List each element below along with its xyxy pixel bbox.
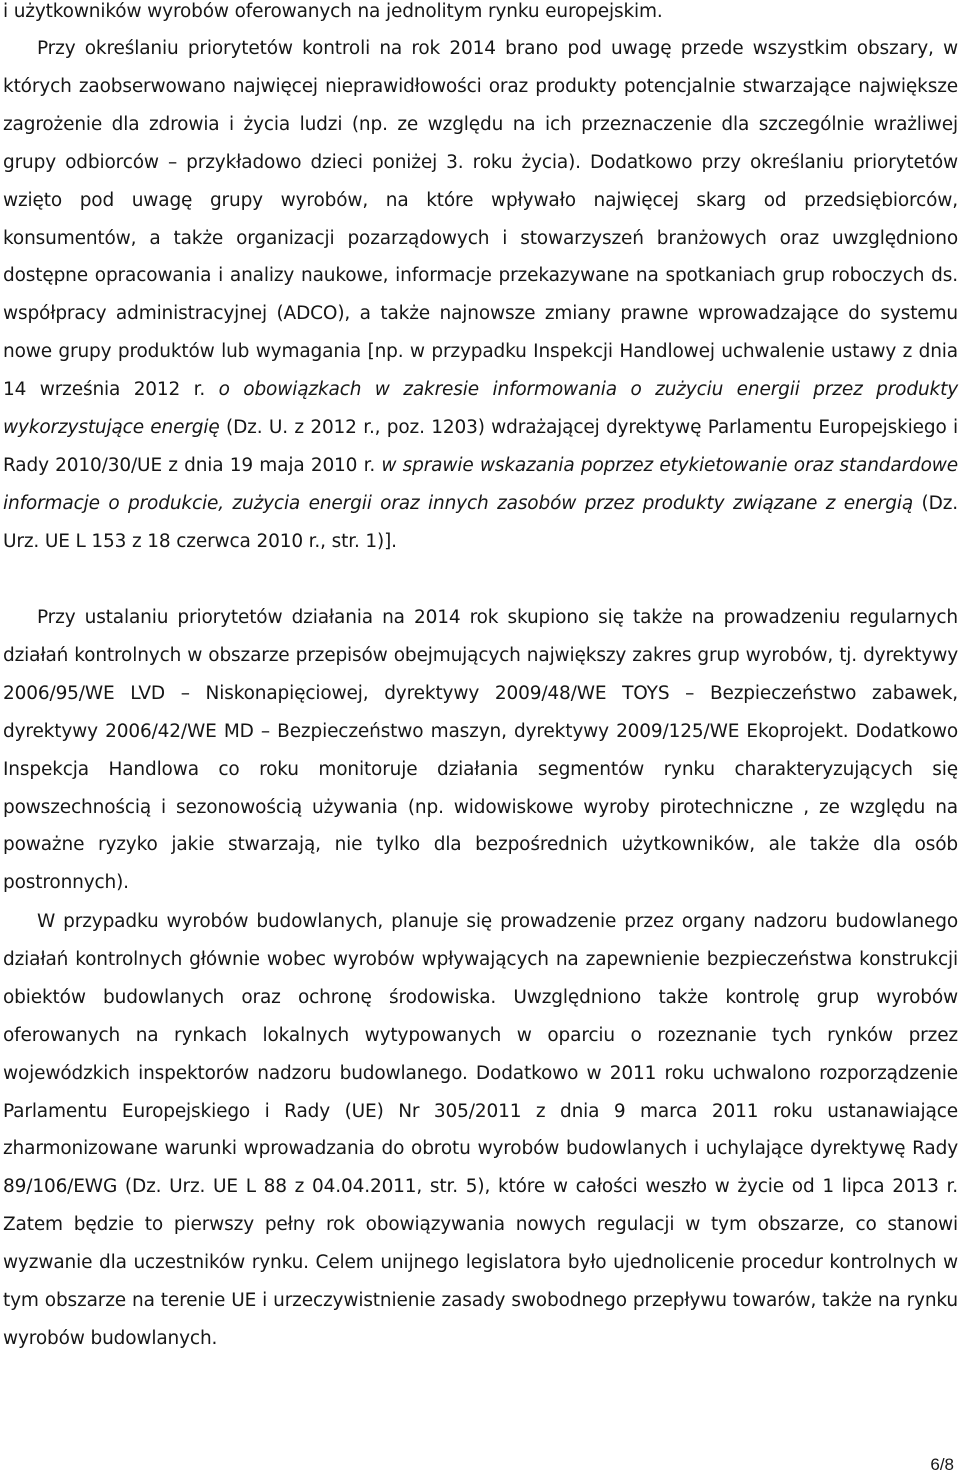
paragraph-text: (Dz. Urz. UE L 153 z 18 czerwca 2010 r., str. 1)].: [3, 492, 958, 552]
paragraph-construction-products: [0, 903, 960, 1358]
paragraph-text: (Dz. U. z 2012 r., poz. 1203) wdrażającej dyrektywę Parlamentu Europejskiego i Rady 2010/30/UE z dnia 19 maja 2010 r.: [3, 417, 958, 476]
italic-act-title: o obowiązkach w zakresie informowania o zużyciu energii przez produkty wykorzystujące energię: [3, 379, 958, 439]
italic-directive-title: w sprawie wskazania poprzez etykietowanie oraz standardowe informacje o produkcie, zużycia energii oraz innych zasobów przez produkty związane z energią: [3, 454, 959, 514]
paragraph-priorities: [0, 30, 960, 561]
paragraph-continuation: i użytkowników wyrobów oferowanych na jednolitym rynku europejskim.: [3, 1, 663, 22]
paragraph-text: Przy określaniu priorytetów kontroli na rok 2014 brano pod uwagę przede wszystkim obszary, w których zaobserwowano najwięcej nieprawidłowości oraz produkty potencjalnie stwarzające największe zagrożenie dla zdrowia i życia ludzi (np. ze względu na ich przeznaczenie dla szczególnie wrażliwej grupy odbiorców – przykładowo dzieci poniżej 3. roku życia). Dodatkowo przy określaniu priorytetów wzięto pod uwagę grupy wyrobów, na które wpływało najwięcej skarg od przedsiębiorców, konsumentów, a także organizacji pozarządowych i stowarzyszeń branżowych oraz uwzględniono dostępne opracowania i analizy naukowe, informacje przekazywane na spotkaniach grup roboczych ds. współpracy administracyjnej (ADCO), a także najnowsze zmiany prawne wprowadzające do systemu nowe grupy produktów lub wymagania [np. w przypadku Inspekcji Handlowej uchwalenie ustawy z dnia 14 września 2012 r.: [3, 38, 958, 401]
paragraph-action-priorities: [0, 599, 960, 902]
page-number: 6/8: [930, 1455, 954, 1474]
paragraph-text: W przypadku wyrobów budowlanych, planuje się prowadzenie przez organy nadzoru budowlanego działań kontrolnych głównie wobec wyrobów wpływających na zapewnienie bezpieczeństwa konstrukcji obiektów budowlanych oraz ochronę środowiska. Uwzględniono także kontrolę grup wyrobów oferowanych na rynkach lokalnych wytypowanych w oparciu o rozeznanie tych rynków przez wojewódzkich inspektorów nadzoru budowlanego. Dodatkowo w 2011 roku uchwalono rozporządzenie Parlamentu Europejskiego i Rady (UE) Nr 305/2011 z dnia 9 marca 2011 roku ustanawiające zharmonizowane warunki wprowadzania do obrotu wyrobów budowlanych i uchylające dyrektywę Rady 89/106/EWG (Dz. Urz. UE L 88 z 04.04.2011, str. 5), które w całości weszło w życie od 1 lipca 2013 r. Zatem będzie to pierwszy pełny rok obowiązywania nowych regulacji w tym obszarze, co stanowi wyzwanie dla uczestników rynku. Celem unijnego legislatora było ujednolicenie procedur kontrolnych w tym obszarze na terenie UE i urzeczywistnienie zasady swobodnego przepływu towarów, także na rynku wyrobów budowlanych.: [3, 911, 958, 1349]
paragraph-text: Przy ustalaniu priorytetów działania na 2014 rok skupiono się także na prowadzeniu regularnych działań kontrolnych w obszarze przepisów obejmujących największy zakres grup wyrobów, tj. dyrektywy 2006/95/WE LVD – Niskonapięciowej, dyrektywy 2009/48/WE TOYS – Bezpieczeństwo zabawek, dyrektywy 2006/42/WE MD – Bezpieczeństwo maszyn, dyrektywy 2009/125/WE Ekoprojekt. Dodatkowo Inspekcja Handlowa co roku monitoruje działania segmentów rynku charakteryzujących się powszechnością i sezonowością używania (np. widowiskowe wyroby pirotechniczne , ze względu na poważne ryzyko jakie stwarzają, nie tylko dla bezpośrednich użytkowników, ale także dla osób postronnych).: [3, 607, 958, 894]
